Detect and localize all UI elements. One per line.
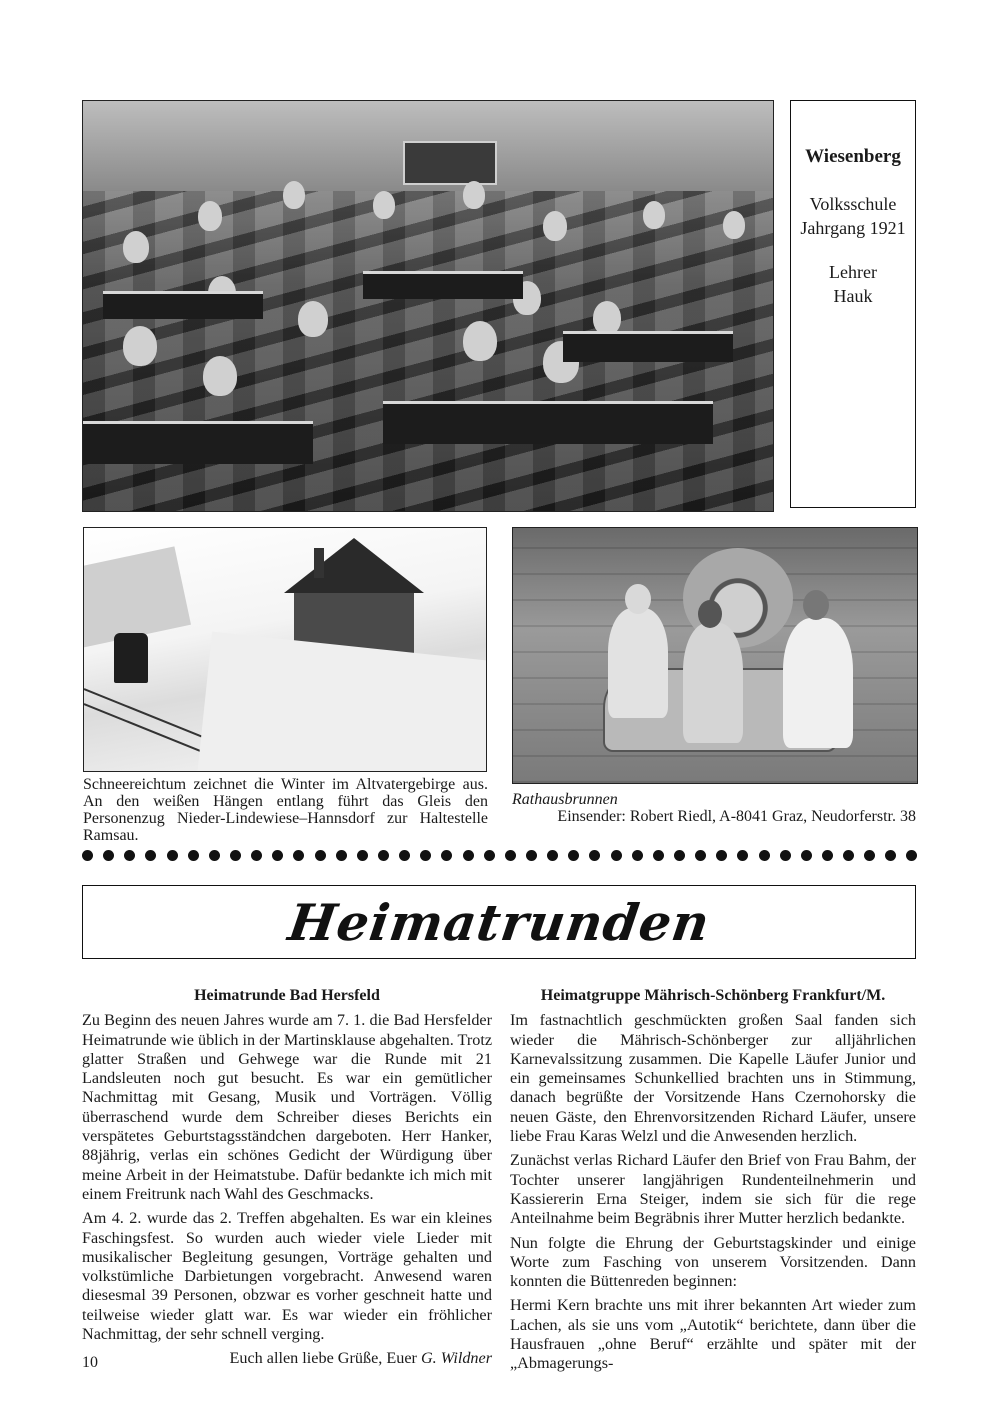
photo-caption-box (790, 100, 916, 508)
article-paragraph: Zunächst verlas Richard Läufer den Brief von Frau Bahm, der Tochter unserer langjährigen Rundenteilnehmerin und Kassiererin Erna Steiger, indem sie sich für die rege Anteilnahme beim Begräbnis ihrer Mutter herzlich bedankte. (510, 1151, 916, 1228)
winter-photo-caption: Schneereichtum zeichnet die Winter im Altvatergebirge aus. An den weißen Hängen entlang führt das Gleis den Personenzug Nieder-Lindewiese–Hannsdorf zur Haltestelle Ramsau. (83, 776, 488, 844)
dot-divider (82, 847, 918, 863)
article-heading: Heimatrunde Bad Hersfeld (194, 987, 380, 1004)
classroom-photo (82, 100, 774, 512)
section-banner (82, 885, 916, 959)
article-bad-hersfeld (82, 986, 492, 1369)
article-paragraph: Zu Beginn des neuen Jahres wurde am 7. 1. die Bad Hersfelder Heimatrunde wie üblich in der Martinsklause abgehalten. Trotz glatter Straßen und Gehwege war die Runde mit 21 Landsleuten noch gut besucht. Es war ein gemütlicher Nachmittag mit Gesang, Musik und Vorträgen. Völlig überraschend wurde dem Schreiber dieses Berichts ein verspätetes Geburtstagsständchen dargeboten. Herr Hanker, 88jährig, verlas ein schönes Gedicht der Würdigung über meine Arbeit in der Heimatstube. Dafür bedankte ich mich mit einem Freitrunk nach Wahl des Geschmacks. (82, 1011, 492, 1203)
article-paragraph: Im fastnachtlich geschmückten großen Saal fanden sich wieder die Mährisch-Schönberger zur alljährlichen Karnevalssitzung zusammen. Die Kapelle Läufer Junior und ein gemeinsames Schunkellied brachten uns in Stimmung, danach begrüßte der Vorsitzende Hans Czernohorsky die neuen Gäste, den Ehrenvorsitzenden Richard Läufer, unsere liebe Frau Karas Welzl und die Anwesenden herzlich. (510, 1011, 916, 1146)
fountain-photo-title: Rathausbrunnen (512, 791, 618, 808)
article-frankfurt (510, 986, 916, 1379)
fountain-photo-sender: Einsender: Robert Riedl, A-8041 Graz, Neudorferstr. 38 (557, 808, 916, 825)
caption-place: Wiesenberg (805, 146, 901, 167)
signature-greeting: Euch allen liebe Grüße, Euer (229, 1349, 417, 1368)
signature-author: G. Wildner (420, 1349, 492, 1368)
caption-year: Jahrgang 1921 (800, 218, 906, 238)
page-number: 10 (82, 1354, 98, 1371)
winter-train-photo (83, 527, 487, 772)
article-signature (82, 1349, 492, 1368)
article-paragraph: Am 4. 2. wurde das 2. Treffen abgehalten. Es war ein kleines Faschingsfest. So wurden auch wieder viele Lieder mit musikalischer Begleitung gesungen, Vorträge gehalten und volkstümliche Darbietungen vorgebracht. Anwesend waren diesesmal 39 Personen, obzwar es vorher geschneit hatte und teilweise wieder glatt war. Es war wieder ein fröhlicher Nachmittag, der sehr schnell verging. (82, 1209, 492, 1344)
article-paragraph: Hermi Kern brachte uns mit ihrer bekannten Art wieder zum Lachen, als sie uns vom „Autotik“ berichtete, dann über die Hausfrauen „ohne Beruf“ erzählte und später mit der „Abmagerungs- (510, 1296, 916, 1373)
caption-school: Volksschule (809, 194, 897, 214)
fountain-photo (512, 527, 918, 784)
section-title: Heimatrunden (284, 892, 714, 952)
article-paragraph: Nun folgte die Ehrung der Geburtstagskinder und einige Worte zum Fasching von unserem Vorsitzenden. Dann konnten die Büttenreden beginnen: (510, 1233, 916, 1291)
caption-teacher-name: Hauk (833, 286, 873, 306)
caption-teacher-label: Lehrer (829, 262, 877, 282)
article-heading: Heimatgruppe Mährisch-Schönberg Frankfurt/M. (540, 987, 886, 1004)
